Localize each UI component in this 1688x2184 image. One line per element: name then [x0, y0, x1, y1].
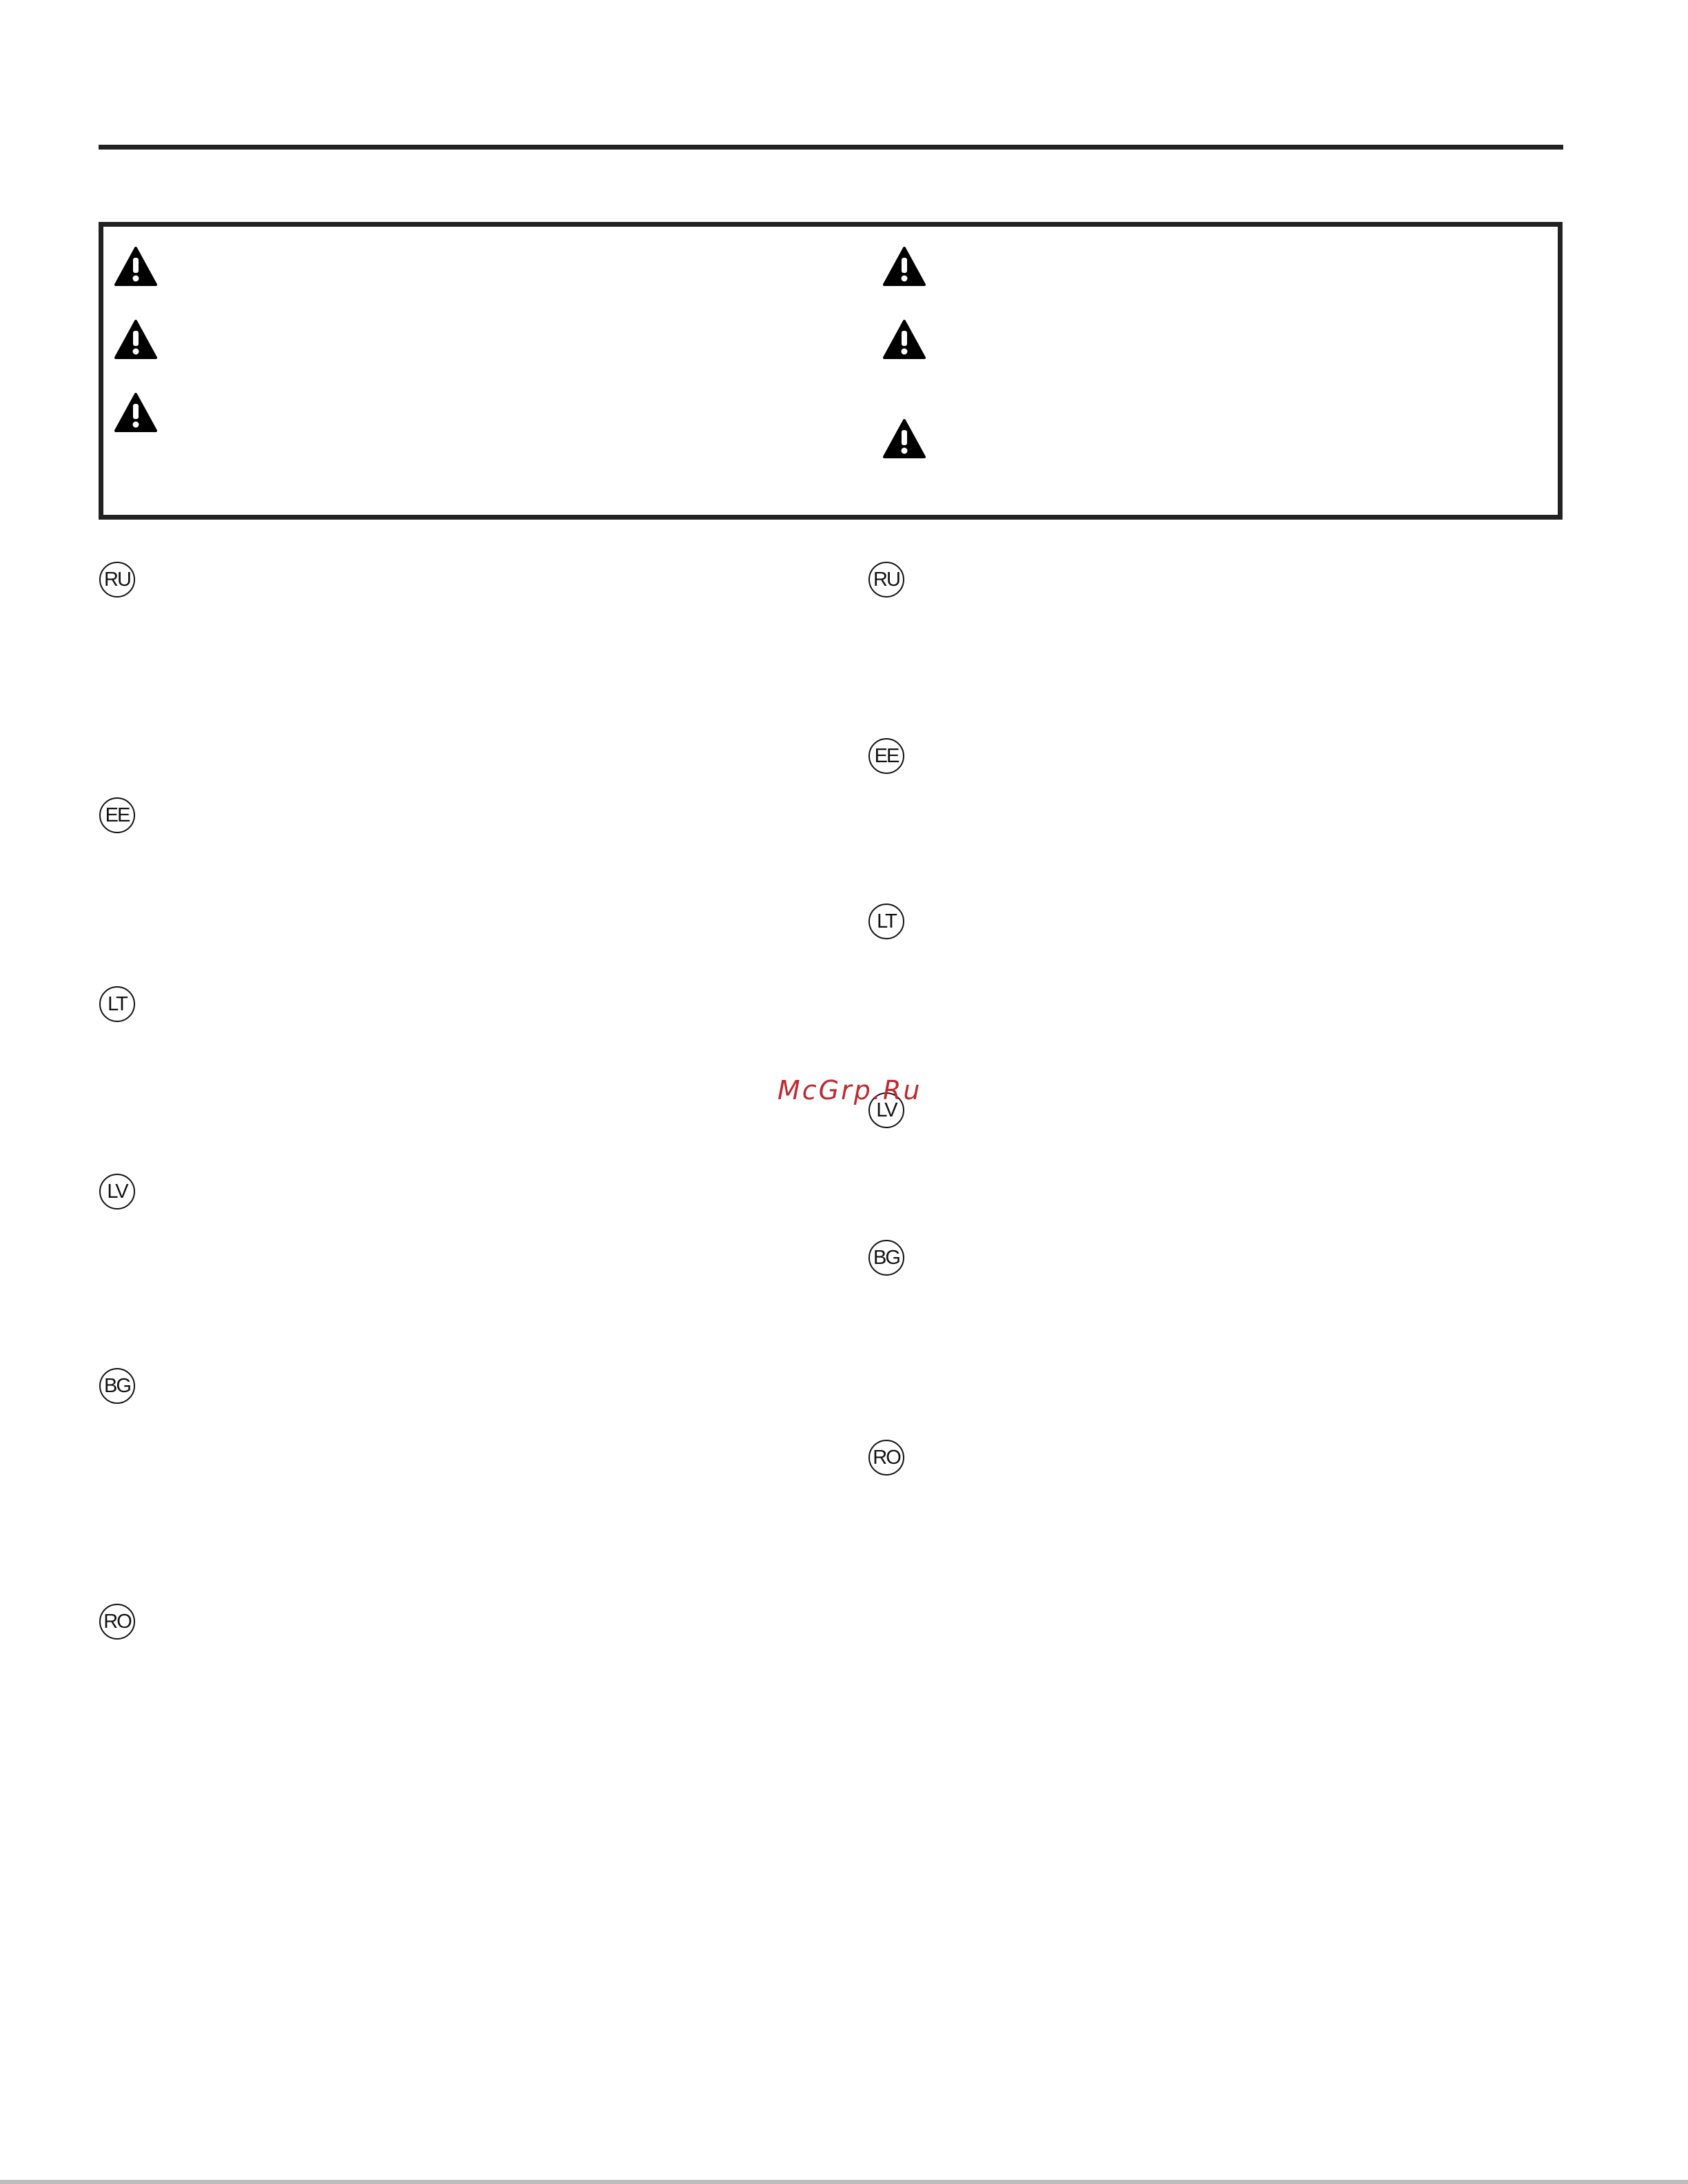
language-badge-ro: RO — [99, 1604, 135, 1640]
language-badge-ru: RU — [868, 562, 904, 598]
bottom-rule — [0, 2180, 1688, 2184]
language-badge-ee: EE — [99, 797, 135, 833]
warning-triangle-icon — [883, 419, 926, 459]
warning-box — [99, 222, 1563, 520]
watermark-text: McGrp.Ru — [777, 1075, 922, 1105]
warning-triangle-icon — [114, 247, 157, 287]
warning-triangle-icon — [114, 320, 157, 360]
language-badge-bg: BG — [99, 1368, 135, 1404]
language-badge-lv: LV — [99, 1174, 135, 1210]
top-rule — [99, 145, 1563, 150]
language-badge-bg: BG — [868, 1240, 904, 1276]
language-badge-lt: LT — [868, 904, 904, 939]
language-badge-lt: LT — [99, 986, 135, 1022]
warning-triangle-icon — [883, 247, 926, 287]
warning-triangle-icon — [114, 393, 157, 433]
language-badge-ee: EE — [868, 738, 904, 774]
warning-triangle-icon — [883, 320, 926, 360]
language-badge-lv: LV — [868, 1092, 904, 1128]
language-badge-ru: RU — [99, 562, 135, 598]
language-badge-ro: RO — [868, 1440, 904, 1476]
